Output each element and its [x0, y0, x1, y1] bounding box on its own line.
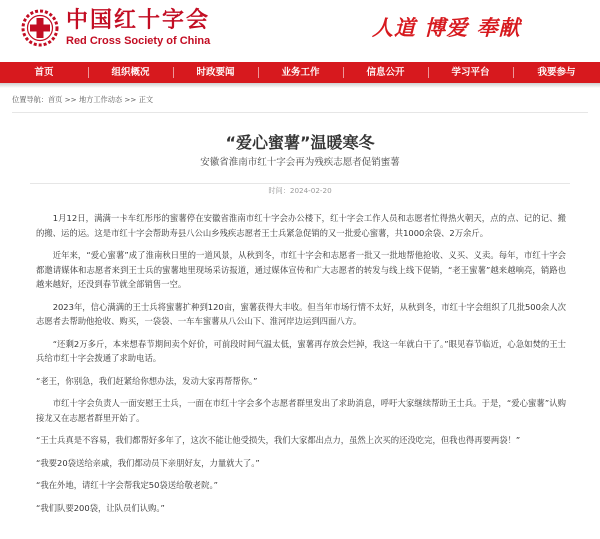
- article-paragraph: “老王，你别急，我们赶紧给你想办法，发动大家再帮帮你。”: [36, 375, 258, 386]
- slogan: 人道 博爱 奉献: [372, 15, 521, 40]
- nav-item-participate[interactable]: 我要参与: [537, 67, 576, 78]
- main-nav: [0, 62, 600, 83]
- article-paragraph: “我在外地，请红十字会帮我定50袋送给敬老院。”: [36, 480, 218, 490]
- site-logo[interactable]: [20, 8, 210, 48]
- breadcrumb-current: 正文: [138, 95, 154, 104]
- red-cross-emblem-icon: [20, 8, 60, 48]
- nav-item-work[interactable]: 业务工作: [281, 67, 320, 78]
- nav-shadow: [0, 83, 600, 88]
- logo-english-name: Red Cross Society of China: [66, 35, 211, 47]
- article-paragraph: “王士兵真是不容易，我们都帮好多年了，这次不能让他受损失，我们大家都出点力，虽然上次买的还没吃完，但我也得再要两袋！”: [36, 435, 521, 445]
- publish-date: [260, 186, 339, 196]
- breadcrumb-separator: >>: [122, 95, 139, 104]
- article-paragraph: “我要20袋送给亲戚，我们都动员下亲朋好友，力量就大了。”: [36, 457, 260, 468]
- breadcrumb-local-news[interactable]: 地方工作动态: [78, 95, 123, 104]
- nav-item-organization[interactable]: 组织概况: [111, 67, 150, 78]
- date-label: 时间：: [268, 186, 290, 195]
- article-body: [36, 211, 566, 523]
- logo-text: [66, 8, 210, 48]
- article-meta: [0, 178, 600, 197]
- breadcrumb-home[interactable]: 首页: [47, 95, 63, 104]
- breadcrumb-separator: >>: [62, 95, 79, 104]
- article-paragraph: 市红十字会负责人一面安慰王士兵，一面在市红十字会多个志愿者群里发出了求助消息，呼吁大家继续帮助王士兵。于是，“爱心蜜薯”认购接龙又在志愿者群里开始了。: [36, 398, 566, 423]
- breadcrumb-prefix: 位置导航：: [12, 95, 48, 104]
- site-header: [0, 0, 600, 62]
- nav-item-news[interactable]: 时政要闻: [196, 67, 235, 78]
- article-paragraph: 1月12日，满满一卡车红彤彤的蜜薯停在安徽省淮南市红十字会办公楼下，红十字会工作人员和志愿者忙得热火朝天，点的点、记的记、搬的搬、运的运。这是市红十字会帮助寿县八公山乡残疾志愿者王士兵紧急促销的又一批爱心蜜薯，共1000余袋、2万余斤。: [36, 213, 566, 238]
- nav-item-learning[interactable]: 学习平台: [451, 67, 490, 78]
- article-paragraph: “还剩2万多斤，本来想春节期间卖个好价，可前段时间气温太低，蜜薯再存放会烂掉，我这一年就白干了。”眼见春节临近，心急如焚的王士兵给市红十字会拨通了求助电话。: [36, 338, 566, 363]
- article-paragraph: 近年来，“爱心蜜薯”成了淮南秋日里的一道风景，从秋到冬，市红十字会和志愿者一批又一批地帮他抢收、义买、义卖。每年，市红十字会都邀请媒体和志愿者来到王士兵的蜜薯地里现场采访报道，通过媒体宣传和广大志愿者的转发与线上线下促销，“老王蜜薯”越来越响亮，销路也越来越好，还没到春节就全部销售一空。: [36, 250, 566, 289]
- nav-item-home[interactable]: 首页: [34, 67, 54, 78]
- article-paragraph: “我们队要200袋，让队员们认购。”: [36, 502, 165, 513]
- divider: [12, 112, 588, 113]
- breadcrumb: [12, 95, 153, 105]
- article-paragraph: 2023年，信心满满的王士兵将蜜薯扩种到120亩，蜜薯获得大丰收。但当年市场行情不太好，从秋到冬，市红十字会组织了几批500余人次志愿者去帮助他抢收、购买，一袋袋、一车车蜜薯从八公山下、淮河岸边运到四面八方。: [36, 301, 566, 326]
- article-title: “爱心蜜薯”温暖寒冬: [225, 133, 375, 152]
- date-value: 2024-02-20: [289, 186, 332, 195]
- nav-item-disclosure[interactable]: 信息公开: [366, 67, 405, 78]
- logo-chinese-name: 中国红十字会: [66, 7, 211, 33]
- article-subtitle: 安徽省淮南市红十字会再为残疾志愿者促销蜜薯: [200, 157, 400, 168]
